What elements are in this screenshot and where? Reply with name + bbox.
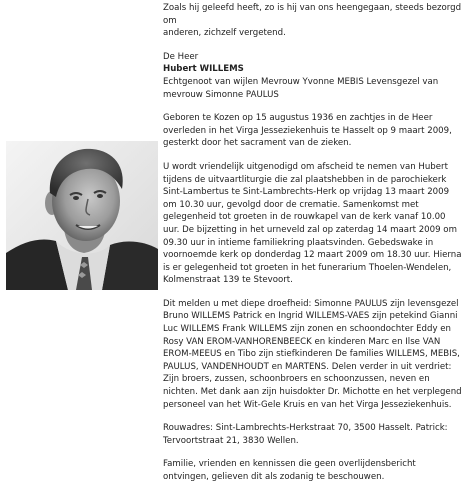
obituary-text [163, 2, 463, 495]
intro-quote [163, 2, 463, 40]
portrait-photo [6, 141, 158, 290]
deceased-name: Hubert WILLEMS [163, 64, 244, 75]
birth-death-paragraph: Geboren te Kozen op 15 augustus 1936 en zachtjes in de Heer overleden in het Virga Jesseziekenhuis te Hasselt op 9 maart 2009, gesterkt door het sacrament van de zieken. [163, 113, 452, 149]
intro-line-2: anderen, zichzelf vergetend. [163, 28, 286, 39]
closing-paragraph: Familie, vrienden en kennissen die geen overlijdensbericht ontvingen, gelieven dit als zodanig te beschouwen. [163, 459, 416, 482]
deceased-header [163, 51, 463, 101]
intro-line-1: Zoals hij geleefd heeft, zo is hij van ons heengegaan, steeds bezorgd om [163, 3, 462, 26]
addresses-paragraph: Rouwadres: Sint-Lambrechts-Herkstraat 70, 3500 Hasselt. Patrick: Tervoortstraat 21, 3830 Wellen. [163, 423, 448, 446]
spouse-line: Echtgenoot van wijlen Mevrouw Yvonne MEBIS Levensgezel van mevrouw Simonne PAULUS [163, 76, 439, 100]
funeral-invitation-paragraph: U wordt vriendelijk uitgenodigd om afscheid te nemen van Hubert tijdens de uitvaartliturgie die zal plaatshebben in de parochiekerk Sint-Lambertus te Sint-Lambrechts-Herk op vrijdag 13 maart 2009 om 10.30 uur, gevolgd door de crematie. Samenkomst met gelegenheid tot groeten in de rouwkapel van de kerk vanaf 10.00 uur. De bijzetting in het urneveld zal op zaterdag 14 maart 2009 om 09.30 uur in intieme familiekring plaatsvinden. Gebedswake in voornoemde kerk op donderdag 12 maart 2009 om 18.30 uur. Hierna is er gelegenheid tot groeten in het funerarium Thoelen-Wendelen, Kolmenstraat 139 te Stevoort. [163, 161, 462, 286]
honorific: De Heer [163, 51, 199, 62]
family-paragraph: Dit melden u met diepe droefheid: Simonne PAULUS zijn levensgezel Bruno WILLEMS Patrick en Ingrid WILLEMS-VAES zijn petekind Gianni Luc WILLEMS Frank WILLEMS zijn zonen en schoondochter Eddy en Rosy VAN EROM-VANHORENBEECK en kinderen Marc en Ilse VAN EROM-MEEUS en Tibo zijn stiefkinderen De families WILLEMS, MEBIS, PAULUS, VANDENHOUDT en MARTENS. Delen verder in uit verdriet: Zijn broers, zussen, schoonbroers en schoonzussen, neven en nichten. Met dank aan zijn huisdokter Dr. Michotte en het verplegend personeel van het Wit-Gele Kruis en van het Virga Jesseziekenhuis. [163, 298, 462, 410]
